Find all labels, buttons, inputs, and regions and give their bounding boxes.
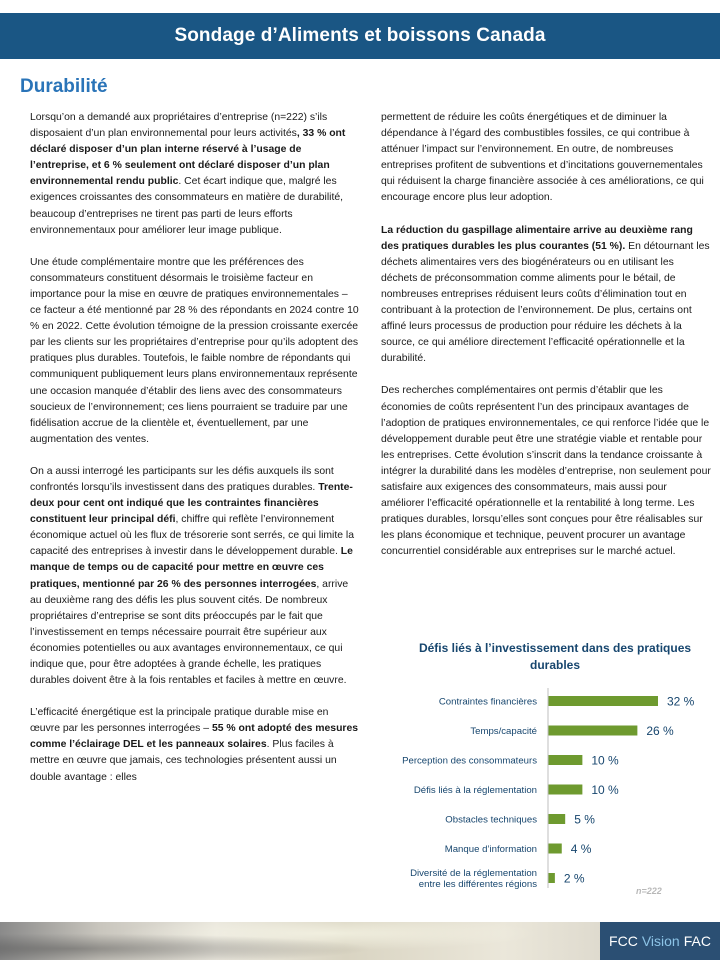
text-run: . Cet écart indique que, malgré les exigences croissantes des consommateurs en matière de durabilité, beaucoup d’entreprises ne tirent pas parti de leurs efforts environnementaux pour améliorer leur image publique. [30, 176, 344, 236]
bar-chart [360, 686, 710, 896]
banner-title: Sondage d’Aliments et boissons Canada [174, 25, 546, 46]
category-label: Manque d’information [444, 843, 537, 855]
value-label: 26 % [646, 724, 674, 738]
text-run: On a aussi interrogé les participants sur les défis auxquels ils sont confrontés lorsqu’ils investissent dans des pratiques durables. [30, 465, 334, 493]
text-run: Des recherches complémentaires ont permis d’établir que les économies de coûts représentent l’un des principaux avantages de l’adoption de pratiques environnementales, ce qui renforce l’idée que le développement durable peut être une stratégie viable et rentable pour les entreprises. Cette évolution s’inscrit dans la tendance croissante à intégrer la durabilité dans les modèles d’entreprise, non seulement pour satisfaire aux exigences des consommateurs, mais aussi pour améliorer l’efficacité opérationnelle et la rentabilité à long terme. Les pratiques durables, lorsqu’elles sont conçues pour être réalisables sur les plans économique et technique, peuvent procurer un avantage concurrentiel considérable aux entreprises sur le marché actuel. [381, 385, 711, 558]
right-column [381, 110, 711, 576]
brand-fcc: FCC [609, 933, 638, 949]
text-run: Une étude complémentaire montre que les préférences des consommateurs constituent désormais le troisième facteur en importance pour la mise en œuvre de pratiques environnementales – ce facteur a été mentionné par 28 % des répondants en 2024 contre 10 % en 2022. Cette évolution témoigne de la pression croissante exercée par les clients sur les propriétaires d’entreprise pour qu’ils adoptent des pratiques plus durables. Toutefois, le faible nombre de répondants qui communiquent publiquement leurs plans environnementaux représente une occasion manquée d’établir des liens avec des consommateurs soucieux de l’environnement; ces liens pourraient se traduire par une fidélisation accrue de la clientèle et, éventuellement, par une augmentation des ventes. [30, 256, 359, 445]
paragraph [381, 383, 711, 560]
paragraph [381, 223, 711, 368]
bar [548, 814, 565, 824]
category-label: Perception des consommateurs [402, 755, 537, 767]
left-column [30, 110, 360, 802]
brand-logo [600, 922, 720, 960]
value-label: 10 % [591, 783, 619, 797]
bar [548, 873, 555, 883]
text-run: , arrive au deuxième rang des défis les plus souvent cités. De nombreux propriétaires d’entreprise se sont dits préoccupés par le fait que l’investissement en temps nécessaire pourrait être supérieur aux économies potentielles ou aux avantages environnementaux, ce qui indique que, pour être adoptées à grande échelle, les pratiques durables doivent être à la fois rentables et faciles à mettre en œuvre. [30, 578, 349, 687]
bar [548, 696, 658, 706]
paragraph [30, 464, 360, 689]
paragraph [381, 110, 711, 207]
text-run: En détournant les déchets alimentaires vers des biogénérateurs ou en utilisant les déchets de préconsommation comme aliments pour le bétail, de nombreuses entreprises réduisent leurs coûts d’élimination tout en contribuant à la protection de l’environnement. De plus, certains ont affiné leurs processus de production pour réduire les déchets à la source, ce qui améliore directement l’efficacité opérationnelle et la durabilité. [381, 240, 710, 365]
bold-run: La réduction du gaspillage alimentaire arrive au deuxième rang des pratiques durables les plus courantes (51 %). [381, 224, 693, 252]
category-label: Diversité de la réglementation entre les différentes régions [410, 868, 537, 890]
bold-run: , 33 % ont déclaré disposer d’un plan interne réservé à l’usage de l’entreprise, et 6 % seulement ont déclaré disposer d’un plan environnemental rendu public [30, 128, 346, 188]
value-label: 5 % [574, 812, 595, 827]
bold-run: 55 % ont adopté des mesures comme l’éclairage DEL et les panneaux solaires [30, 723, 359, 751]
text-run: . Plus faciles à mettre en œuvre que jamais, ces technologies présentent aussi un double avantage : elles [30, 739, 337, 783]
chart-title: Défis liés à l’investissement dans des pratiques durables [418, 641, 692, 672]
footer-photo-shade [0, 922, 600, 960]
text-run: Lorsqu’on a demandé aux propriétaires d’entreprise (n=222) s’ils disposaient d’un plan environnemental pour leurs activités [30, 112, 328, 140]
paragraph [30, 110, 360, 239]
sample-size-note: n=222 [636, 886, 662, 896]
text-run: , chiffre qui reflète l’environnement économique actuel où les flux de trésorerie sont serrés, ce qui limite la capacité des entreprises à investir dans le développement durable. [30, 514, 355, 558]
text-run: permettent de réduire les coûts énergétiques et de diminuer la dépendance à l’égard des combustibles fossiles, ce qui contribue à atténuer l’impact sur l’environnement. En outre, de nombreuses entreprises profitent de subventions et d’incitations gouvernementales qui réduisent la charge financière associée à ces améliorations, ce qui encourage encore plus leur adoption. [381, 112, 704, 204]
bold-run: Trente-deux pour cent ont indiqué que les contraintes financières constituent leur principal défi [30, 481, 353, 526]
category-label: Défis liés à la réglementation [413, 784, 537, 796]
value-label: 32 % [667, 694, 695, 709]
page-banner [0, 13, 720, 59]
value-label: 4 % [570, 842, 592, 856]
text-run: L’efficacité énergétique est la principale pratique durable mise en œuvre par les personnes interrogées – [30, 707, 329, 735]
category-label: Obstacles techniques [445, 814, 537, 826]
bar [548, 785, 582, 795]
paragraph [30, 705, 360, 785]
bar [548, 726, 637, 736]
category-label: Temps/capacité [470, 725, 537, 737]
section-title: Durabilité [20, 76, 108, 97]
bar [548, 844, 562, 854]
bold-run: Le manque de temps ou de capacité pour mettre en œuvre ces pratiques, mentionné par 26 % des personnes interrogées [30, 546, 353, 590]
paragraph [30, 255, 360, 448]
brand-vision: Vision [641, 933, 680, 949]
category-label: Contraintes financières [438, 696, 537, 708]
value-label: 10 % [591, 753, 619, 768]
value-label: 2 % [563, 871, 585, 886]
brand-fac: FAC [683, 933, 711, 949]
bar [548, 755, 582, 765]
